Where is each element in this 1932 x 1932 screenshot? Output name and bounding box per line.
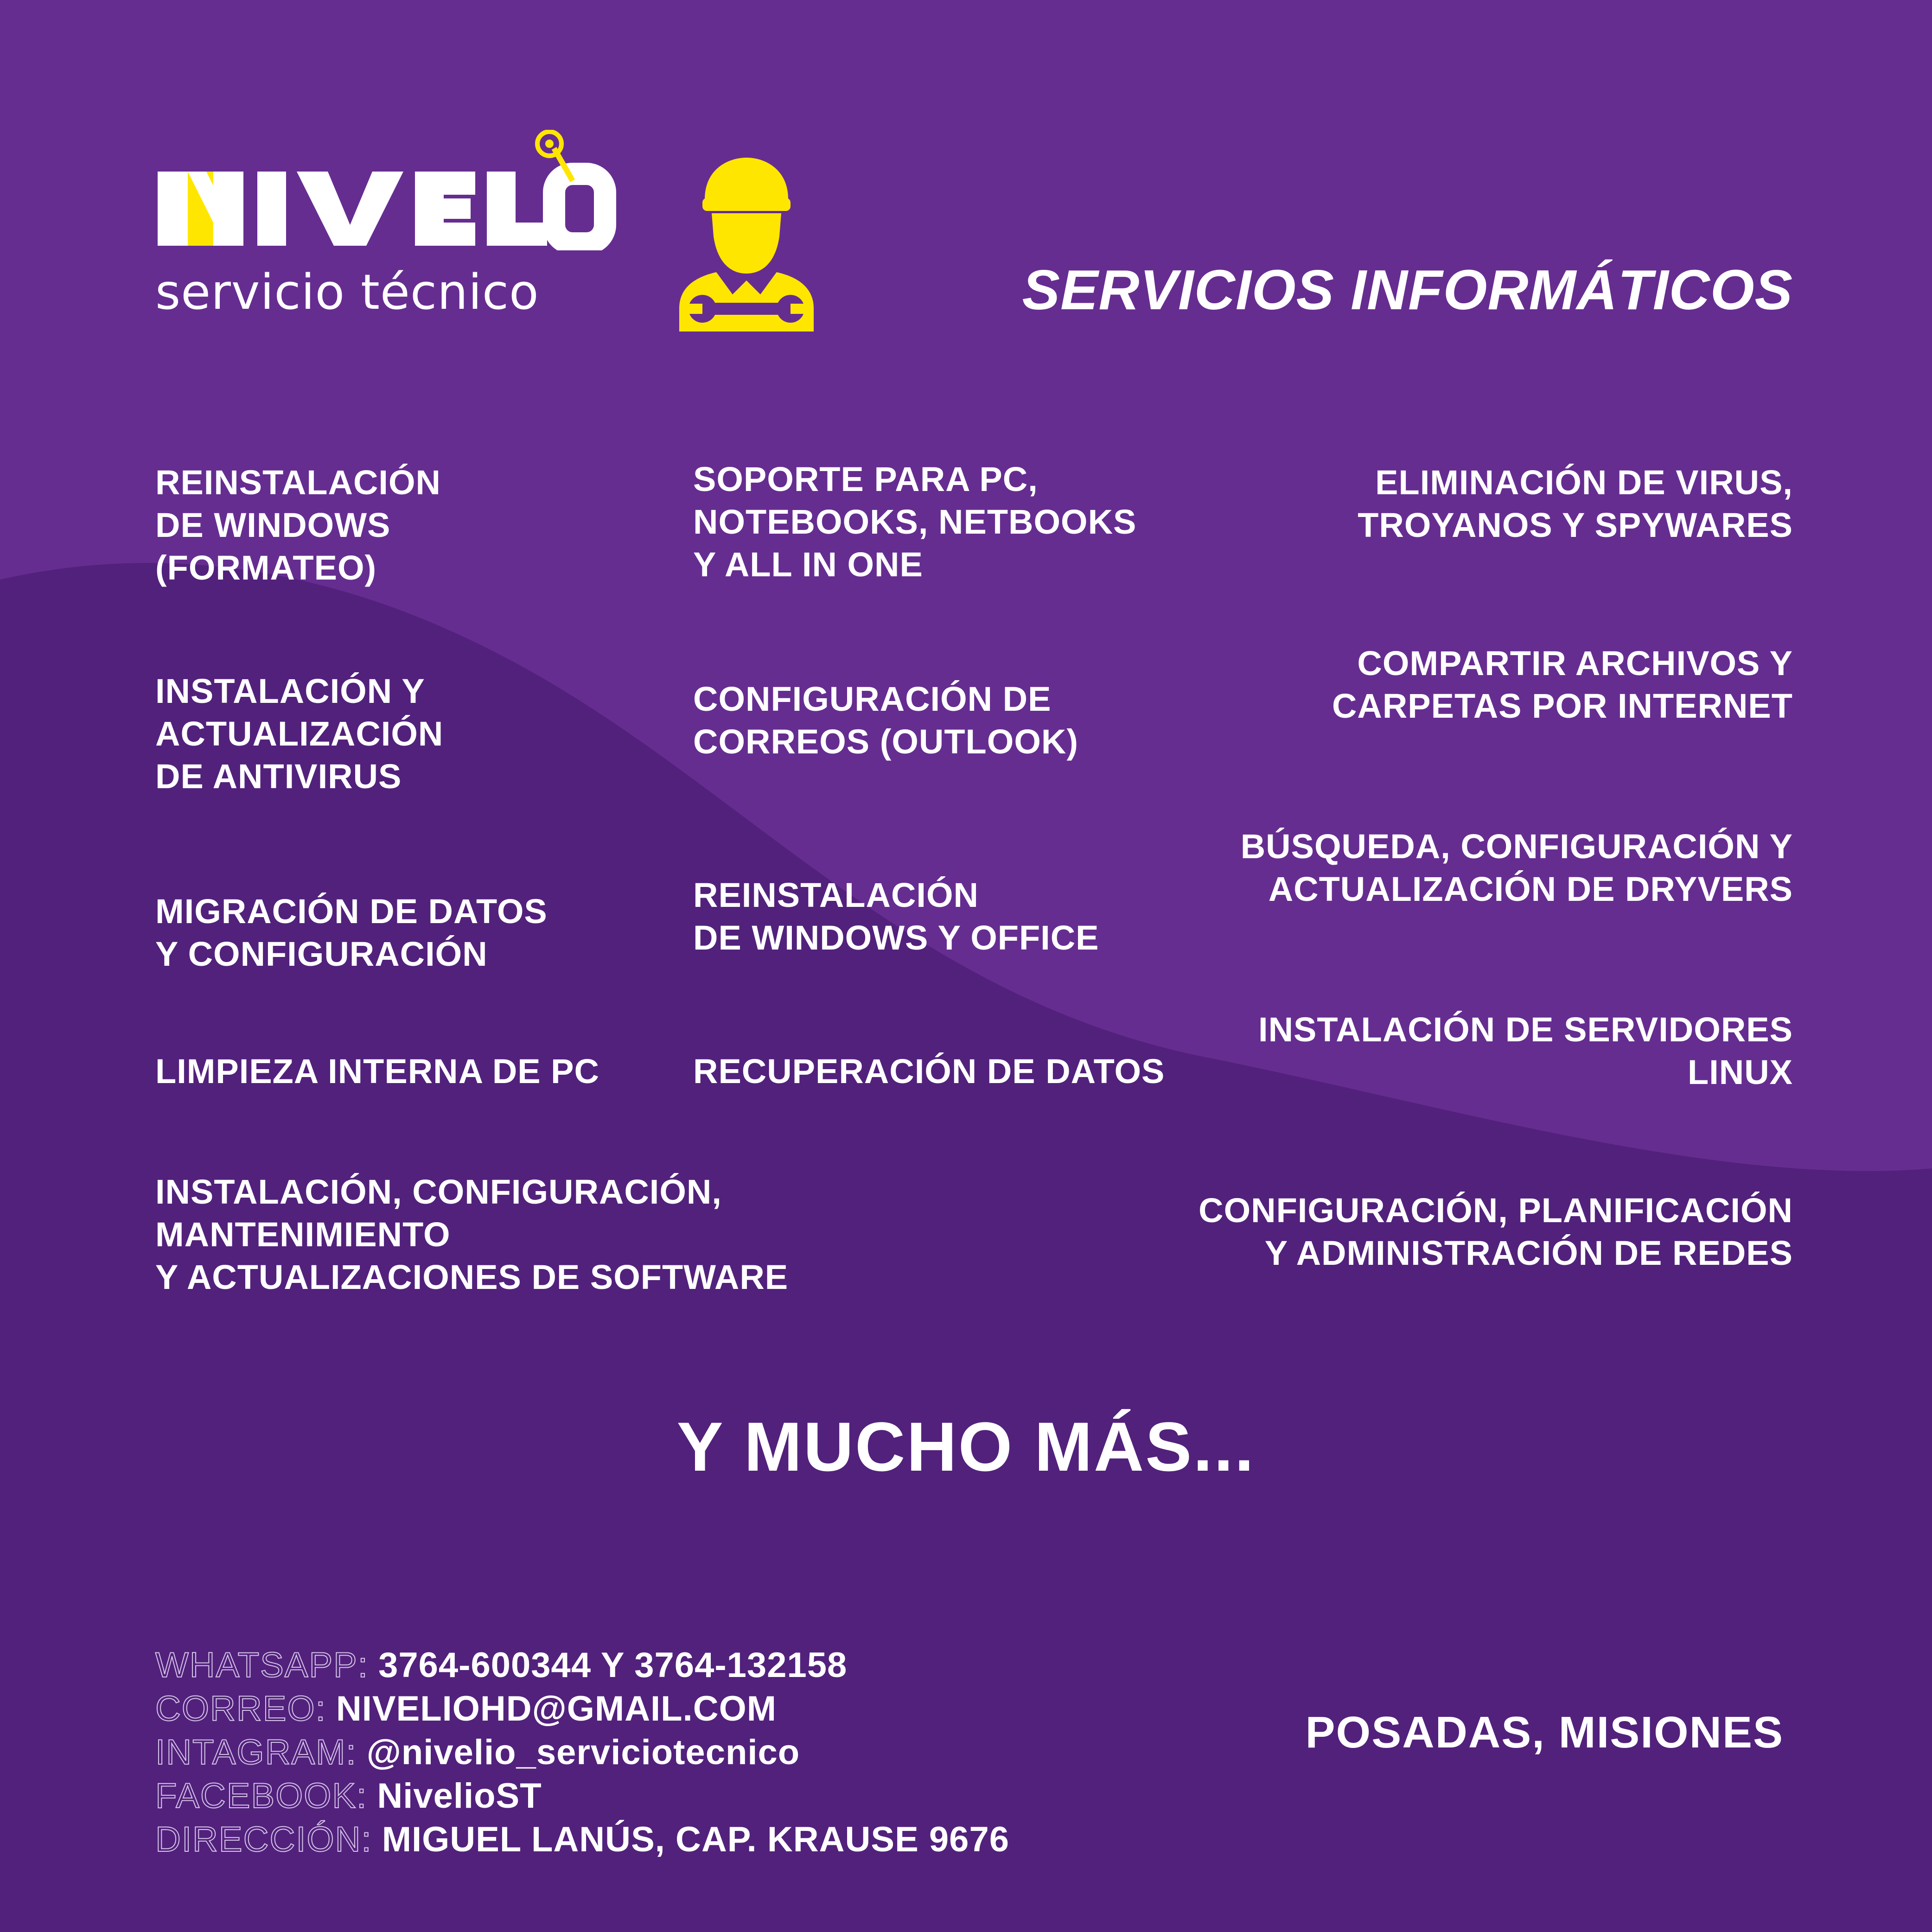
service-reinstalacion-windows: REINSTALACIÓN DE WINDOWS (FORMATEO) xyxy=(155,463,441,587)
whatsapp-label: WHATSAPP: xyxy=(155,1645,369,1685)
service-antivirus: INSTALACIÓN Y ACTUALIZACIÓN DE ANTIVIRUS xyxy=(155,672,444,796)
service-reinstalacion-office: REINSTALACIÓN DE WINDOWS Y OFFICE xyxy=(693,876,1099,957)
service-soporte-pc: SOPORTE PARA PC, NOTEBOOKS, NETBOOKS Y ALL IN ONE xyxy=(693,460,1137,584)
email-value[interactable]: NIVELIOHD@GMAIL.COM xyxy=(336,1689,777,1728)
service-compartir-archivos: COMPARTIR ARCHIVOS Y CARPETAS POR INTERNET xyxy=(1332,644,1793,725)
address-value: MIGUEL LANÚS, CAP. KRAUSE 9676 xyxy=(382,1820,1009,1859)
contact-whatsapp xyxy=(155,1644,1222,1687)
whatsapp-value[interactable]: 3764-600344 Y 3764-132158 xyxy=(378,1645,848,1685)
instagram-value[interactable]: @nivelio_serviciotecnico xyxy=(366,1733,800,1772)
service-servidores-linux: INSTALACIÓN DE SERVIDORES LINUX xyxy=(1258,1010,1793,1091)
service-correos: CONFIGURACIÓN DE CORREOS (OUTLOOK) xyxy=(693,680,1078,761)
service-eliminacion-virus: ELIMINACIÓN DE VIRUS, TROYANOS Y SPYWARES xyxy=(1358,463,1793,544)
service-migracion-datos: MIGRACIÓN DE DATOS Y CONFIGURACIÓN xyxy=(155,892,548,973)
address-label: DIRECCIÓN: xyxy=(155,1820,372,1859)
location-text: POSADAS, MISIONES xyxy=(1305,1708,1784,1757)
contact-facebook xyxy=(155,1774,1222,1818)
contact-address xyxy=(155,1818,1222,1862)
contact-instagram xyxy=(155,1731,1222,1774)
contact-email xyxy=(155,1687,1222,1731)
email-label: CORREO: xyxy=(155,1689,326,1728)
page-title: SERVICIOS INFORMÁTICOS xyxy=(1022,258,1793,321)
service-software: INSTALACIÓN, CONFIGURACIÓN, MANTENIMIENTO Y ACTUALIZACIONES DE SOFTWARE xyxy=(155,1173,789,1296)
technician-with-wrench-icon xyxy=(670,155,823,332)
service-recuperacion-datos: RECUPERACIÓN DE DATOS xyxy=(693,1052,1165,1090)
service-redes: CONFIGURACIÓN, PLANIFICACIÓN Y ADMINISTRACIÓN DE REDES xyxy=(1199,1191,1793,1272)
brand-tagline: servicio técnico xyxy=(155,264,539,320)
service-limpieza-pc: LIMPIEZA INTERNA DE PC xyxy=(155,1052,599,1090)
contact-info xyxy=(155,1644,1222,1862)
more-services-text: Y MUCHO MÁS... xyxy=(676,1408,1256,1486)
service-drivers: BÚSQUEDA, CONFIGURACIÓN Y ACTUALIZACIÓN DE DRYVERS xyxy=(1240,827,1793,908)
instagram-label: INTAGRAM: xyxy=(155,1733,357,1772)
facebook-value[interactable]: NivelioST xyxy=(377,1776,542,1816)
facebook-label: FACEBOOK: xyxy=(155,1776,368,1816)
nivelio-logo xyxy=(155,130,619,250)
